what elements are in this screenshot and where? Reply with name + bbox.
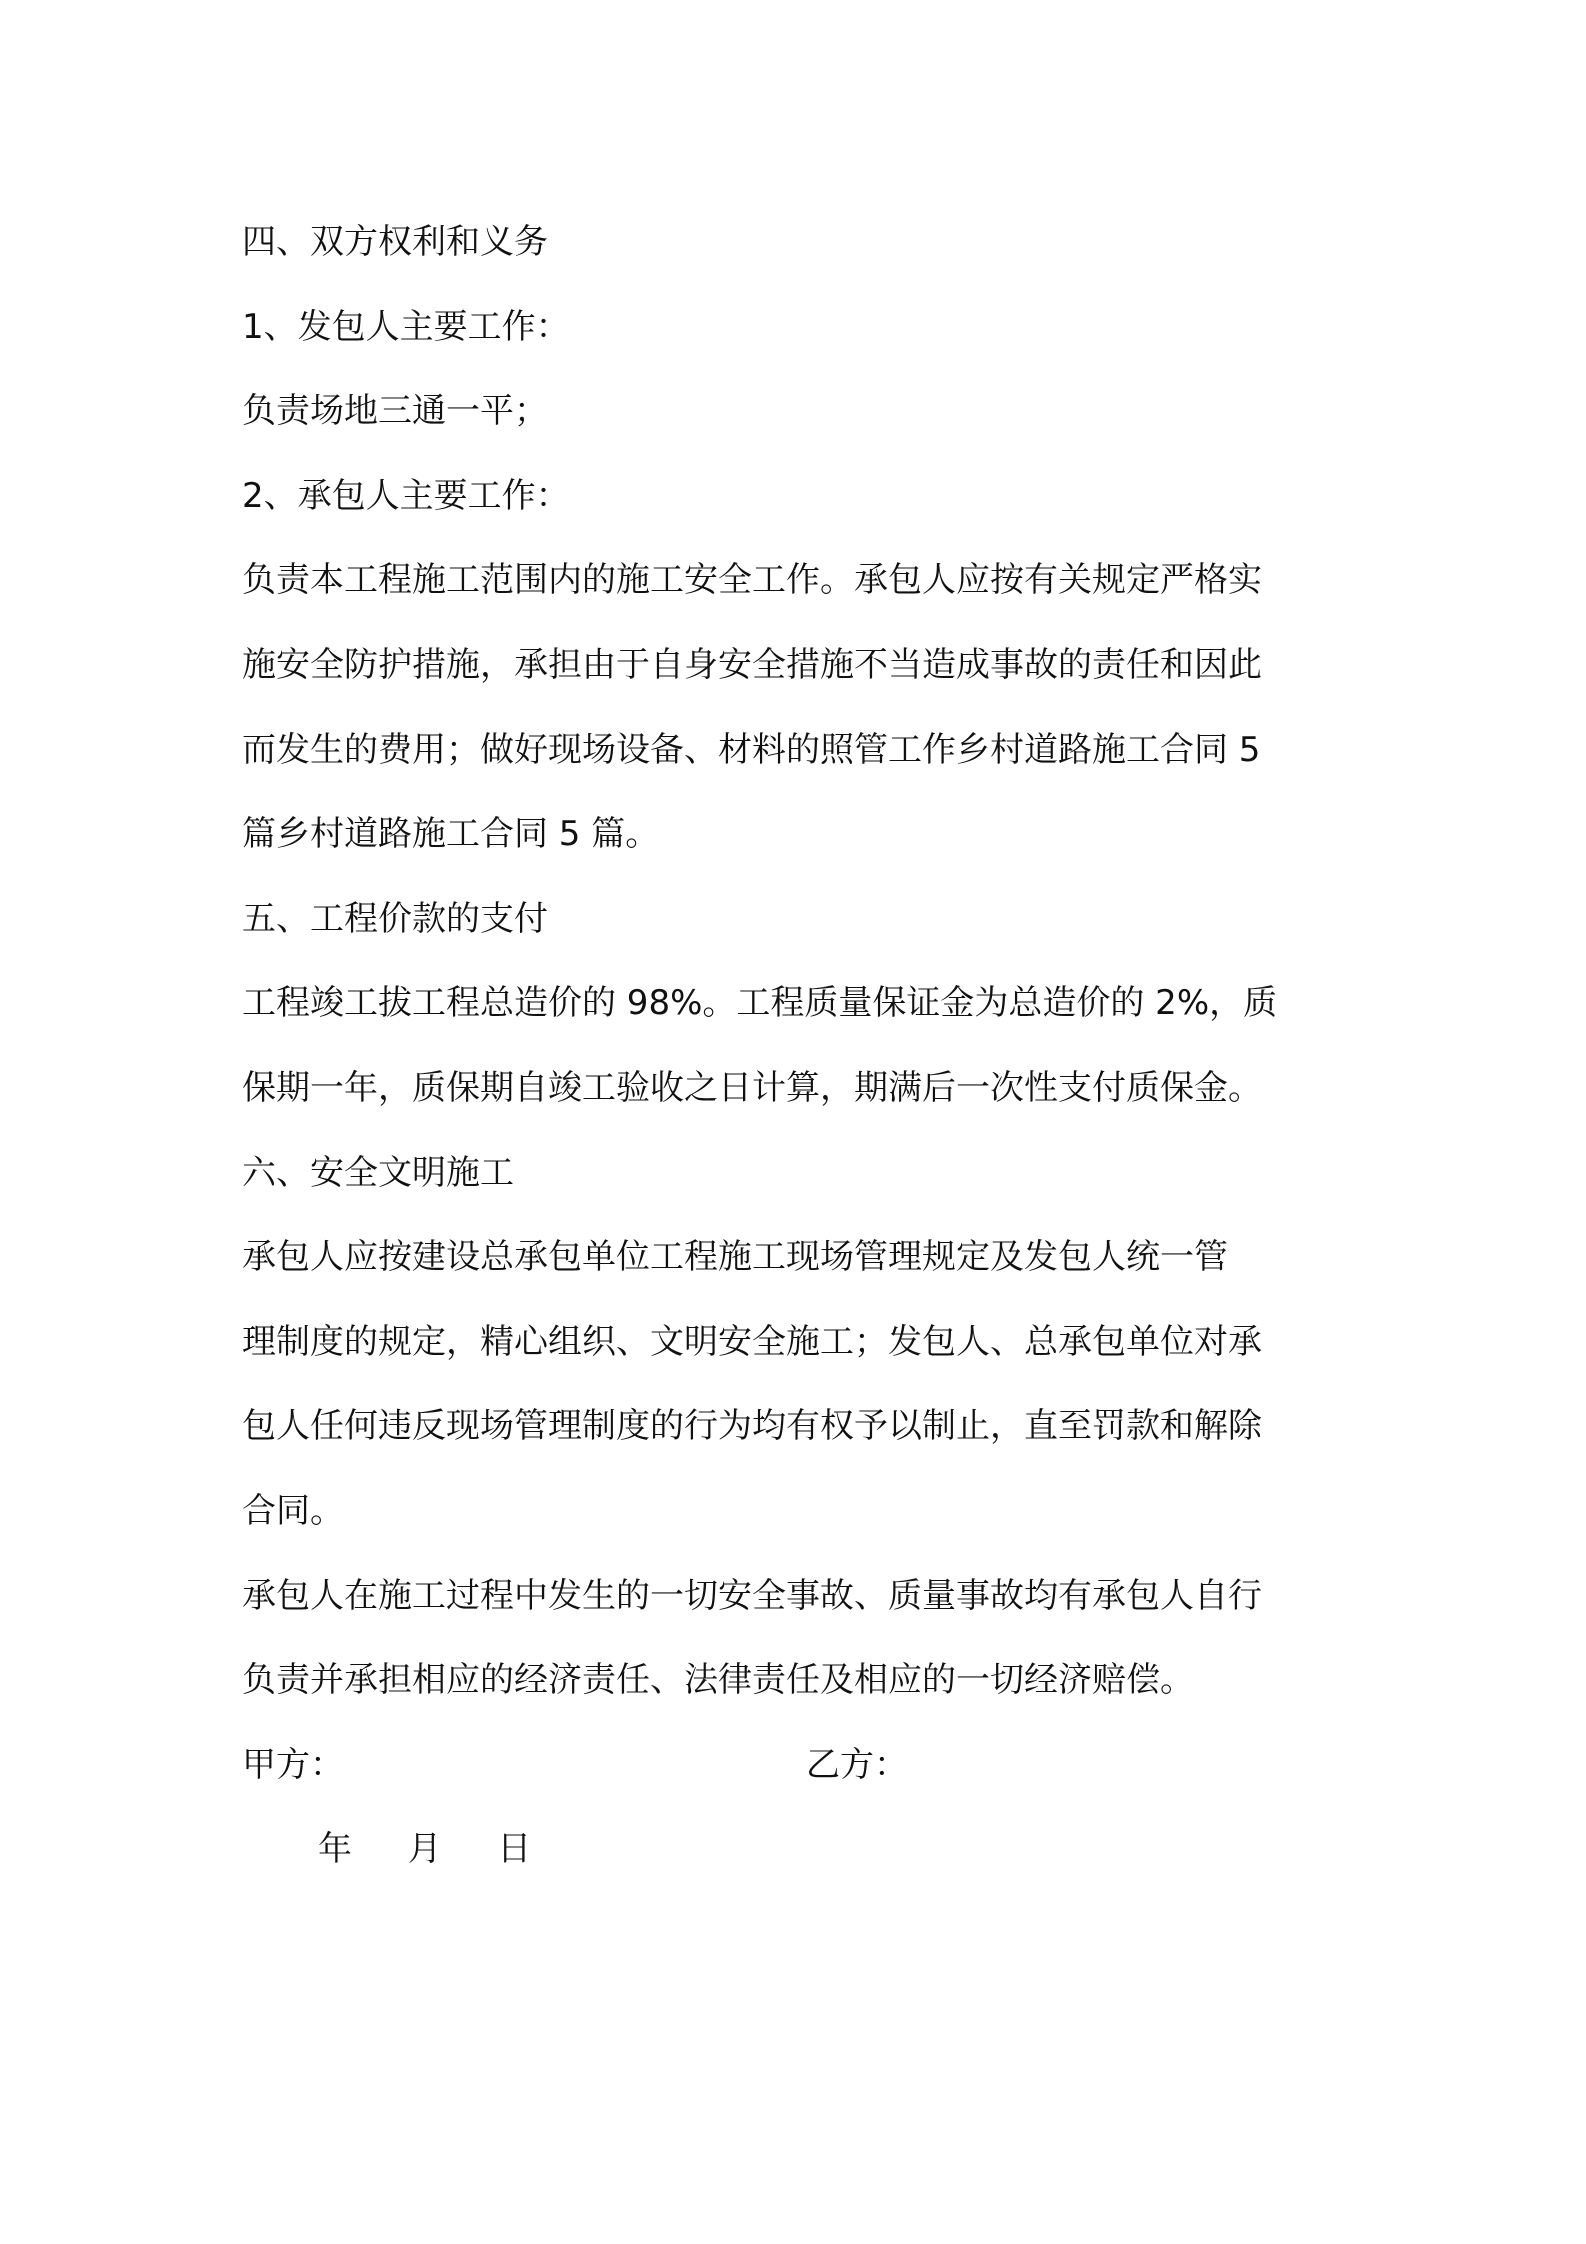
safety-para1-line: 承包人应按建设总承包单位工程施工现场管理规定及发包人统一管 [242, 1237, 1228, 1278]
contract-text [242, 200, 1360, 1892]
section-5-heading: 五、工程价款的支付 [242, 898, 548, 939]
date-row [242, 1807, 1360, 1892]
safety-para1-line: 理制度的规定，精心组织、文明安全施工；发包人、总承包单位对承 [242, 1321, 1262, 1362]
date-day: 日 [497, 1829, 532, 1870]
employer-duties-title: 1、发包人主要工作： [242, 306, 570, 347]
section-4-heading: 四、双方权利和义务 [242, 222, 548, 262]
contractor-duties-line: 篇乡村道路施工合同 5 篇。 [242, 814, 660, 855]
safety-para2-line: 负责并承担相应的经济责任、法律责任及相应的一切经济赔偿。 [242, 1660, 1194, 1701]
signature-row [242, 1723, 1360, 1808]
date-year: 年 [318, 1829, 352, 1870]
payment-line: 工程竣工拔工程总造价的 98%。工程质量保证金为总造价的 2%，质 [242, 983, 1278, 1024]
contractor-duties-title: 2、承包人主要工作： [242, 475, 570, 516]
contractor-duties-line: 施安全防护措施，承担由于自身安全措施不当造成事故的责任和因此 [242, 644, 1262, 685]
date-month: 月 [407, 1829, 442, 1870]
party-a-label: 甲方： [242, 1744, 344, 1785]
safety-para2-line: 承包人在施工过程中发生的一切安全事故、质量事故均有承包人自行 [242, 1575, 1262, 1616]
safety-para1-line: 合同。 [242, 1490, 344, 1531]
payment-line: 保期一年，质保期自竣工验收之日计算，期满后一次性支付质保金。 [242, 1067, 1262, 1108]
party-b-label: 乙方： [806, 1744, 908, 1785]
employer-duties-body: 负责场地三通一平； [242, 391, 548, 432]
section-6-heading: 六、安全文明施工 [242, 1152, 514, 1193]
contractor-duties-line: 负责本工程施工范围内的施工安全工作。承包人应按有关规定严格实 [242, 560, 1262, 601]
safety-para1-line: 包人任何违反现场管理制度的行为均有权予以制止，直至罚款和解除 [242, 1406, 1262, 1447]
contractor-duties-line: 而发生的费用；做好现场设备、材料的照管工作乡村道路施工合同 5 [242, 729, 1261, 770]
